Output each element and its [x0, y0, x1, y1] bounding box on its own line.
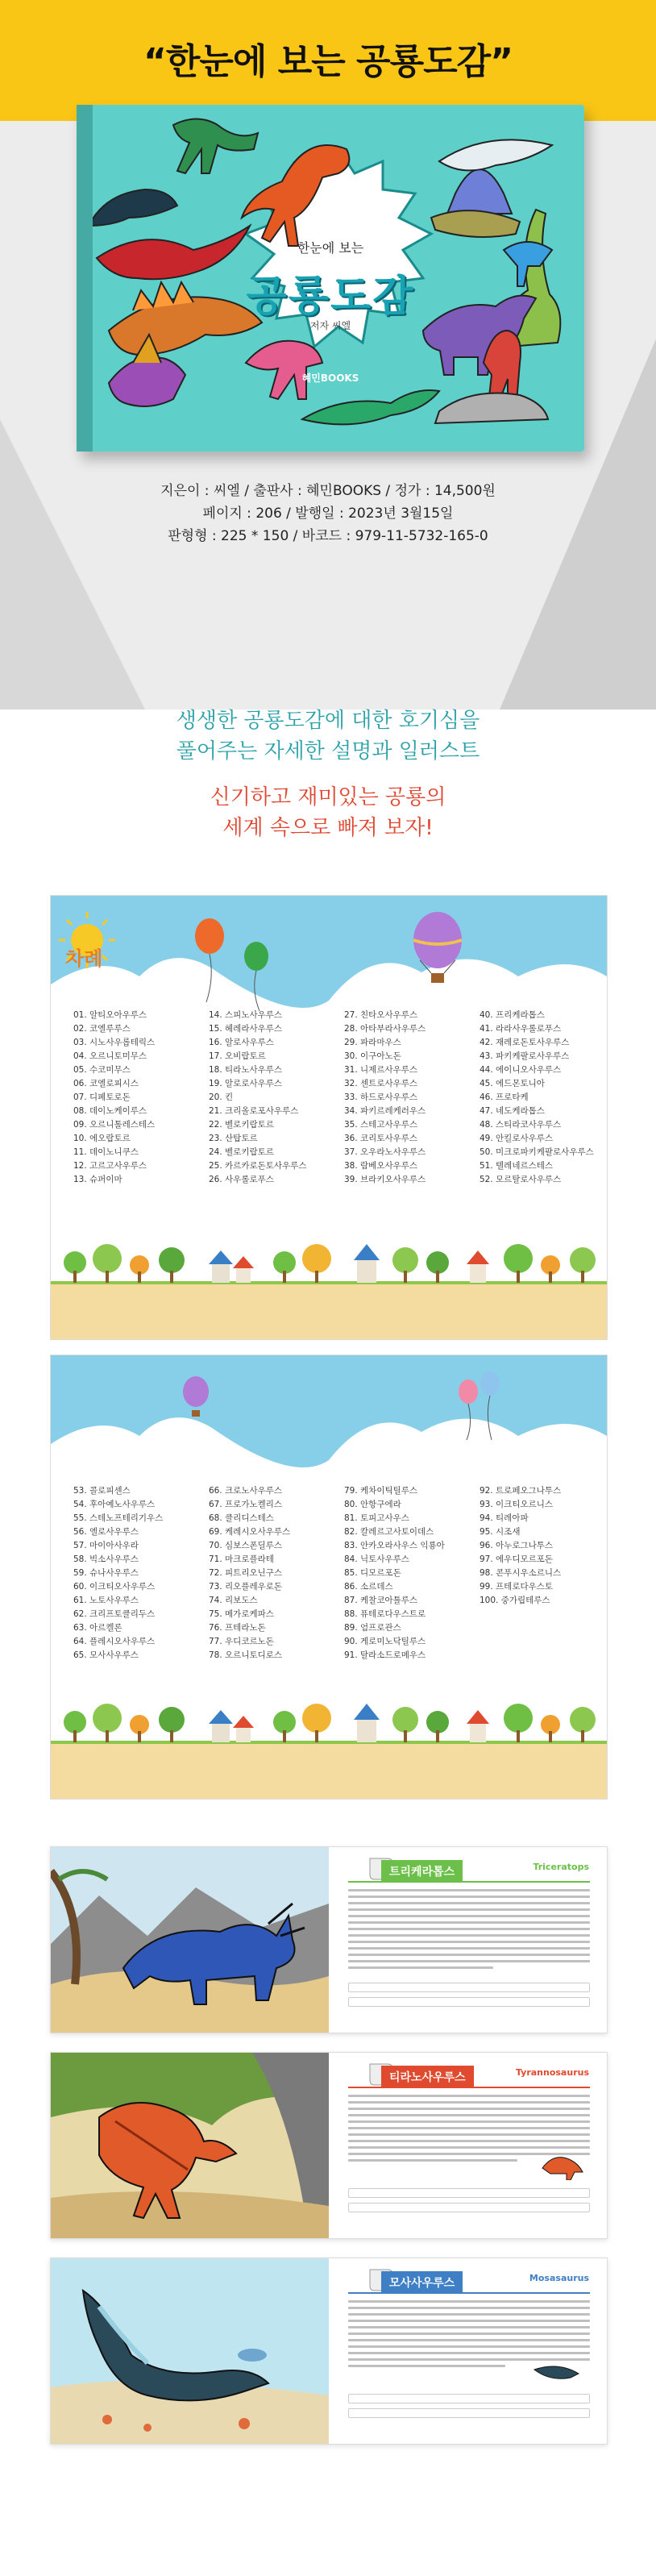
page-title-triceratops: 트리케라톱스 — [381, 1860, 463, 1883]
info-boxes — [348, 1983, 590, 2012]
toc-entry: 58. 빅소사우루스 — [73, 1554, 139, 1564]
triceratops-text — [337, 1847, 599, 2033]
toc-entry: 12. 고르고사우루스 — [73, 1161, 147, 1171]
dino-pterosaur-white — [439, 139, 552, 170]
toc-entry: 46. 프로타케 — [480, 1092, 529, 1102]
toc-entry: 100. 중가립테루스 — [480, 1596, 550, 1605]
toc-1-col-2 — [209, 1009, 306, 1187]
toc-entry: 18. 티라노사우루스 — [209, 1065, 283, 1075]
triceratops-illustration — [51, 1847, 329, 2033]
tagline-teal-1: 생생한 공룡도감에 대한 호기심을 — [176, 709, 480, 733]
toc-entry: 14. 스피노사우루스 — [209, 1010, 283, 1020]
toc-entry: 54. 후아예노사우루스 — [73, 1500, 156, 1509]
toc-entry: 15. 헤레라사우루스 — [209, 1024, 283, 1034]
toc-entry: 94. 티레아파 — [480, 1513, 529, 1523]
toc-entry: 95. 시조새 — [480, 1527, 521, 1537]
book-author: 저자 씨엘 — [309, 320, 351, 331]
mosasaurus-text — [337, 2258, 599, 2444]
meta-line-1: 지은이 : 씨엘 / 출판사 : 혜민BOOKS / 정가 : 14,500원 — [160, 483, 496, 499]
mosasaurus-thumbnail-icon — [530, 2353, 587, 2386]
toc-entry: 35. 스테고사우루스 — [344, 1120, 418, 1130]
tagline-red-1: 신기하고 재미있는 공룡의 — [210, 785, 446, 809]
toc-1-col-4 — [480, 1009, 594, 1187]
toc-entry: 02. 코엘루루스 — [73, 1024, 131, 1034]
tyrannosaurus-thumbnail-icon — [538, 2148, 587, 2180]
toc-2-col-2 — [209, 1484, 290, 1663]
toc-entry: 53. 콜로피센스 — [73, 1486, 131, 1496]
sample-page-triceratops — [50, 1846, 608, 2033]
toc-entry: 63. 아르켈론 — [73, 1623, 122, 1633]
toc-entry: 59. 슈나사우루스 — [73, 1568, 139, 1578]
page-title: “한눈에 보는 공룡도감” — [143, 41, 513, 82]
toc-entry: 01. 알티오아우루스 — [73, 1010, 147, 1020]
toc-entry: 28. 아타부라사우루스 — [344, 1024, 426, 1034]
toc-entry: 39. 브라키오사우루스 — [344, 1175, 426, 1184]
toc-entry: 09. 오르니톨레스테스 — [73, 1120, 156, 1130]
toc-entry: 73. 리오플레우로돈 — [209, 1582, 283, 1592]
toc-entry: 72. 피트리오닌구스 — [209, 1568, 283, 1578]
toc-entry: 26. 사우롤로푸스 — [209, 1175, 274, 1184]
toc-entry: 89. 엄프로관스 — [344, 1623, 401, 1633]
book-subtitle: 한눈에 보는 — [297, 240, 364, 256]
toc-entry: 22. 벨로키랍토르 — [209, 1120, 274, 1130]
toc-entry: 33. 하드로사우루스 — [344, 1092, 418, 1102]
toc-entry: 34. 파키르레케러우스 — [344, 1106, 426, 1116]
toc-entry: 61. 노토사우루스 — [73, 1596, 139, 1605]
toc-entry: 19. 알로로사우루스 — [209, 1079, 283, 1088]
toc-entry: 11. 데이노니쿠스 — [73, 1147, 139, 1157]
toc-entry: 87. 케찰코아틀루스 — [344, 1596, 418, 1605]
page-title-tyrannosaurus: 티라노사우루스 — [381, 2066, 474, 2088]
toc-entry: 23. 산탑토르 — [209, 1134, 258, 1143]
toc-entry: 40. 프리케라톱스 — [480, 1010, 545, 1020]
body-text-lines — [348, 1889, 590, 1973]
dino-pink — [246, 341, 322, 399]
toc-entry: 75. 메가로케파스 — [209, 1609, 274, 1619]
toc-heading: 차례 — [65, 947, 103, 970]
toc-entry: 80. 안항구에라 — [344, 1500, 401, 1509]
tagline-red-2: 세계 속으로 빠져 보자! — [222, 816, 434, 840]
toc-entry: 81. 토피고사우스 — [344, 1513, 409, 1523]
toc-entry: 98. 콘푸시우소르니스 — [480, 1568, 562, 1578]
page-english-triceratops: Triceratops — [533, 1862, 589, 1872]
toc-2-col-3 — [344, 1484, 445, 1663]
toc-entry: 17. 오비랍토르 — [209, 1051, 266, 1061]
toc-entry: 82. 칼레르고사토이데스 — [344, 1527, 434, 1537]
toc-entry: 70. 심보스폰딜루스 — [209, 1541, 283, 1550]
toc-entry: 03. 시노사우롭테릭스 — [73, 1038, 156, 1047]
toc-entry: 50. 미크로파키케팔로사우루스 — [480, 1147, 594, 1157]
toc-entry: 51. 텔레네르스테스 — [480, 1161, 554, 1171]
toc-entry: 25. 카르카로돈토사우루스 — [209, 1161, 307, 1171]
toc-panel-2 — [50, 1355, 608, 1800]
toc-entry: 67. 프로가노켈리스 — [209, 1500, 283, 1509]
toc-entry: 93. 이크티오르니스 — [480, 1500, 554, 1509]
toc-entry: 88. 퓨테로다우스트로 — [344, 1609, 426, 1619]
toc-entry: 30. 이구아노돈 — [344, 1051, 401, 1061]
book-spine — [77, 105, 93, 452]
toc-entry: 78. 오르니토디로스 — [209, 1650, 283, 1660]
toc-entry: 55. 스테노프테리기우스 — [73, 1513, 164, 1523]
toc-entry: 99. 프테로다우스토 — [480, 1582, 554, 1592]
toc-1-col-3 — [344, 1009, 426, 1187]
toc-entry: 57. 마이아사우라 — [73, 1541, 139, 1550]
publisher-logo: 혜민BOOKS — [301, 372, 359, 384]
tagline-teal-2: 풀어주는 자세한 설명과 일러스트 — [176, 739, 480, 764]
title-underline — [348, 1881, 590, 1883]
sample-page-tyrannosaurus — [50, 2052, 608, 2239]
dino-green — [173, 119, 258, 174]
meta-line-2: 페이지 : 206 / 발행일 : 2023년 3월15일 — [202, 506, 454, 522]
toc-entry: 05. 수코미무스 — [73, 1065, 131, 1075]
toc-entry: 38. 람베오사우루스 — [344, 1161, 418, 1171]
toc-entry: 52. 모르탈로사우루스 — [480, 1175, 562, 1184]
tagline-teal — [0, 705, 656, 767]
toc-entry: 85. 디모르포돈 — [344, 1568, 401, 1578]
toc-entry: 37. 오우라노사우루스 — [344, 1147, 426, 1157]
toc-entry: 92. 트로페오그나투스 — [480, 1486, 562, 1496]
page-english-tyrannosaurus: Tyrannosaurus — [515, 2067, 589, 2078]
mosasaurus-illustration — [51, 2258, 329, 2444]
tyrannosaurus-illustration — [51, 2053, 329, 2238]
toc-entry: 90. 게로미노닥틸루스 — [344, 1637, 426, 1646]
toc-entry: 07. 디페토로돈 — [73, 1092, 131, 1102]
toc-entry: 64. 플레시오사우루스 — [73, 1637, 156, 1646]
book-title: 공룡도감 — [246, 273, 415, 321]
toc-entry: 44. 에이니오사우루스 — [480, 1065, 562, 1075]
toc-entry: 43. 파키케팔로사우루스 — [480, 1051, 570, 1061]
toc-entry: 21. 크리올로포사우루스 — [209, 1106, 299, 1116]
toc-panel-1 — [50, 895, 608, 1340]
toc-entry: 97. 에우디모르포돈 — [480, 1554, 554, 1564]
info-boxes — [348, 2394, 590, 2423]
toc-entry: 96. 아누로그나투스 — [480, 1541, 554, 1550]
toc-entry: 60. 이크티오사우루스 — [73, 1582, 156, 1592]
dino-whale-dark — [89, 189, 177, 226]
toc-entry: 48. 스티라코사우루스 — [480, 1120, 562, 1130]
toc-entry: 47. 네도케라톱스 — [480, 1106, 545, 1116]
toc-entry: 08. 데이노케이루스 — [73, 1106, 147, 1116]
title-underline — [348, 2087, 590, 2088]
toc-entry: 83. 안카오라사우스 익룡아 — [344, 1541, 445, 1550]
meta-line-3: 판형형 : 225 * 150 / 바코드 : 979-11-5732-165-0 — [168, 528, 488, 544]
toc-entry: 65. 모사사우루스 — [73, 1650, 139, 1660]
toc-2-col-4 — [480, 1484, 561, 1608]
toc-entry: 68. 클리디스테스 — [209, 1513, 274, 1523]
toc-entry: 84. 닉토사우루스 — [344, 1554, 409, 1564]
toc-entry: 06. 코엘로피시스 — [73, 1079, 139, 1088]
toc-entry: 31. 니제르사우루스 — [344, 1065, 418, 1075]
toc-2-col-1 — [73, 1484, 163, 1663]
toc-entry: 42. 재레로돈토사우루스 — [480, 1038, 570, 1047]
toc-entry: 49. 안킬로사우루스 — [480, 1134, 554, 1143]
dino-grey-armored — [435, 393, 548, 424]
toc-entry: 16. 알로사우루스 — [209, 1038, 274, 1047]
title-underline — [348, 2292, 590, 2294]
toc-entry: 74. 리보도스 — [209, 1596, 258, 1605]
toc-entry: 69. 케레시오사우루스 — [209, 1527, 291, 1537]
dino-sail — [431, 169, 520, 237]
toc-entry: 13. 슈퍼이마 — [73, 1175, 122, 1184]
toc-1-col-1 — [73, 1009, 155, 1187]
toc-entry: 91. 탈라소드로메우스 — [344, 1650, 426, 1660]
book-cover — [77, 105, 584, 452]
toc-entry: 79. 케차이틱틸루스 — [344, 1486, 418, 1496]
toc-entry: 45. 에드몬토니아 — [480, 1079, 545, 1088]
toc-entry: 86. 소르데스 — [344, 1582, 393, 1592]
toc-entry: 04. 오르니토미무스 — [73, 1051, 147, 1061]
sample-page-mosasaurus — [50, 2258, 608, 2445]
toc-entry: 36. 코리토사우루스 — [344, 1134, 418, 1143]
page-english-mosasaurus: Mosasaurus — [529, 2273, 589, 2283]
toc-entry: 27. 친타오사우루스 — [344, 1010, 418, 1020]
toc-entry: 76. 프테라노돈 — [209, 1623, 266, 1633]
toc-entry: 62. 크리프토클리두스 — [73, 1609, 156, 1619]
toc-entry: 29. 파라마우스 — [344, 1038, 401, 1047]
toc-entry: 56. 엘로사우루스 — [73, 1527, 139, 1537]
toc-entry: 20. 킨 — [209, 1092, 234, 1102]
toc-entry: 41. 라라사우롤로푸스 — [480, 1024, 562, 1034]
toc-entry: 77. 우디코르노돈 — [209, 1637, 274, 1646]
tagline-red — [0, 782, 656, 843]
info-boxes — [348, 2188, 590, 2217]
toc-entry: 71. 마크로플라테 — [209, 1554, 274, 1564]
toc-entry: 10. 에오랍토르 — [73, 1134, 131, 1143]
toc-entry: 66. 크로노사우루스 — [209, 1486, 283, 1496]
tyrannosaurus-text — [337, 2053, 599, 2238]
page-title-mosasaurus: 모사사우루스 — [381, 2271, 463, 2294]
dino-green-sea — [302, 390, 439, 424]
toc-entry: 24. 벨로키랍토르 — [209, 1147, 274, 1157]
toc-entry: 32. 센트로사우루스 — [344, 1079, 418, 1088]
